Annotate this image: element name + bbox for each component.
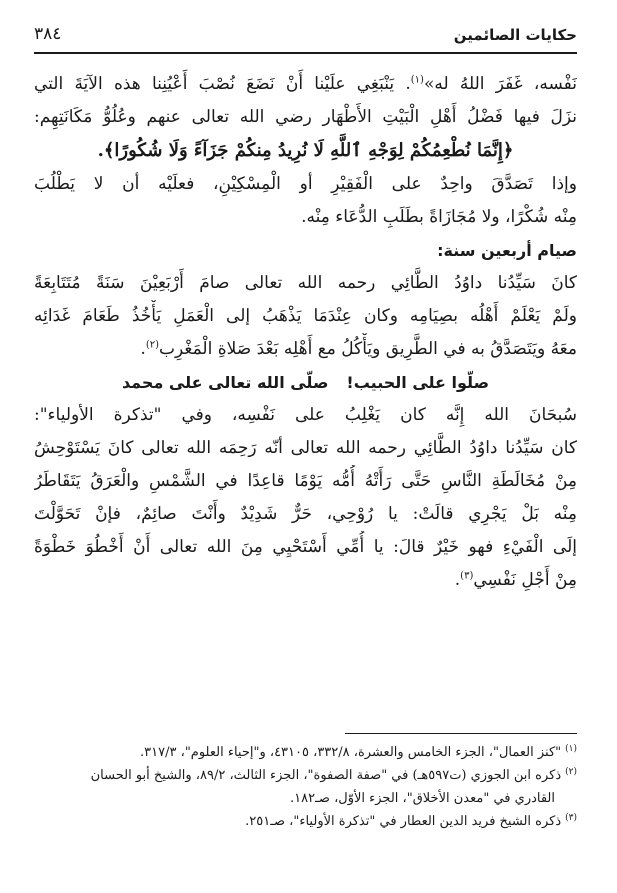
text-line: كان سَيِّدُنا داوُدُ الطَّائِي رحمه الله تعالى أنّه رَحِمَه الله تعالى كانَ يَسْتَوْحِشُ xyxy=(34,438,577,458)
footnote-continuation: القادري في "معدن الأخلاق"، الجزء الأوّل، صـ١٨٢. xyxy=(290,791,555,806)
footnote: $^{(٢)}$ذكره ابن الجوزي (ت٥٩٧هـ) في "صفة الصفوة"، الجزء الثالث، ٨٩/٢، والشيخ أبو الحسان xyxy=(90,766,577,783)
footnote-ref[interactable]: (٣) xyxy=(460,570,474,582)
salawat-response: صلّى الله تعالى على محمد xyxy=(121,373,329,392)
footnote-ref[interactable]: (١) xyxy=(410,74,424,86)
footnote-marker: (٢) xyxy=(565,766,577,777)
text-line: كانَ سَيِّدُنا داوُدُ الطَّائِي رحمه الله تعالى صامَ أَرْبَعِيْنَ سَنَةً مُتَتَابِعَةً xyxy=(34,273,577,293)
text-line: مِنْ أَجْلِ نَفْسِي$^{(٣)}$. xyxy=(454,570,577,590)
text-line: نزَلَ فيها فَضْلُ أَهْلِ الْبَيْتِ الأَطْهَار رضي الله تعالى عنهم وعُلُوُّ مَكَانَتِهِم: xyxy=(34,107,577,127)
page-header xyxy=(34,22,577,54)
main-text xyxy=(34,68,577,597)
footnote-marker: (١) xyxy=(565,743,577,754)
section-heading: صيام أربعين سنة: xyxy=(437,241,577,260)
text-line: إلَى الْفَيْءِ فهو خَيْرٌ قالَ: يا أُمِّي أَسْتَحْيِي مِنَ الله تعالى أَنْ أَخْطُوَ خَطْوَةً xyxy=(34,537,577,557)
salawat-call: صلّوا على الحبيب! xyxy=(346,373,490,392)
salawat-line xyxy=(34,366,577,399)
footnote-separator xyxy=(345,733,577,734)
text-line: ولَمْ يَعْلَمْ أَهْلُه بصِيَامِه وكان عِنْدَمَا يَذْهَبُ إلى الْعَمَلِ يَأْخُذُ طَعَامَ غَدَائِه xyxy=(34,306,577,326)
page-number: ٣٨٤ xyxy=(34,24,62,44)
quran-verse: ﴿إِنَّمَا نُطْعِمُكُمْ لِوَجْهِ ٱللَّهِ لَا نُرِيدُ مِنكُمْ جَزَآءً وَلَا شُكُورًا﴾. xyxy=(97,140,514,161)
text-line: مِنْه شُكْرًا، ولا مُجَازَاةً بطَلَبِ الدُّعَاء مِنْه. xyxy=(301,207,577,227)
text-line: وإذا تَصَدَّقَ واحِدٌ على الْفَقِيْرِ أو الْمِسْكِيْنِ، فعلَيْه أن لا يَطْلُبَ xyxy=(34,174,577,194)
text-line: مِنْ مُخَالَطَةِ النَّاسِ حَتَّى رَأَتْهُ أُمُّه يَوْمًا قاعِدًا في الشَّمْسِ والْعَرَقُ يَتَقَاطَرُ xyxy=(34,471,577,491)
text-line: سُبحَانَ الله إِنَّه كان يَغْلِبُ على نَفْسِه، وفي "تذكرة الأولياء": xyxy=(34,405,577,425)
text-line: معَهُ ويَتَصَدَّقُ به في الطَّرِيق ويَأْكُلُ مع أَهْلِه بَعْدَ صَلاةِ الْمَغْرِب$^{(٢)}$. xyxy=(140,339,577,359)
footnotes xyxy=(34,741,577,833)
text-line: مِنْه بَلْ يَجْرِي قالَتْ: يا رُوْحِي، حَرٌّ شَدِيْدٌ وأَنْتَ صائِمٌ، فإنْ تَحَوَّلْتَ xyxy=(34,504,577,524)
text-line: نَفْسه، غَفَرَ اللهُ له»$^{(١)}$. يَنْبَغِي علَيْنا أَنْ نَضَعَ نُصْبَ أَعْيُنِنا هذه الآيَةَ التي xyxy=(34,74,577,94)
running-title: حكايات الصائمين xyxy=(453,26,577,44)
footnote: $^{(١)}$"كنز العمال"، الجزء الخامس والعشرة، ٣٣٢/٨، ٤٣١٠٥، و"إحياء العلوم"، ٣١٧/٣. xyxy=(140,743,577,760)
footnote: $^{(٣)}$ذكره الشيخ فريد الدين العطار في "تذكرة الأولياء"، صـ٢٥١. xyxy=(245,812,577,829)
footnote-ref[interactable]: (٢) xyxy=(145,339,159,351)
footnote-marker: (٣) xyxy=(565,812,577,823)
